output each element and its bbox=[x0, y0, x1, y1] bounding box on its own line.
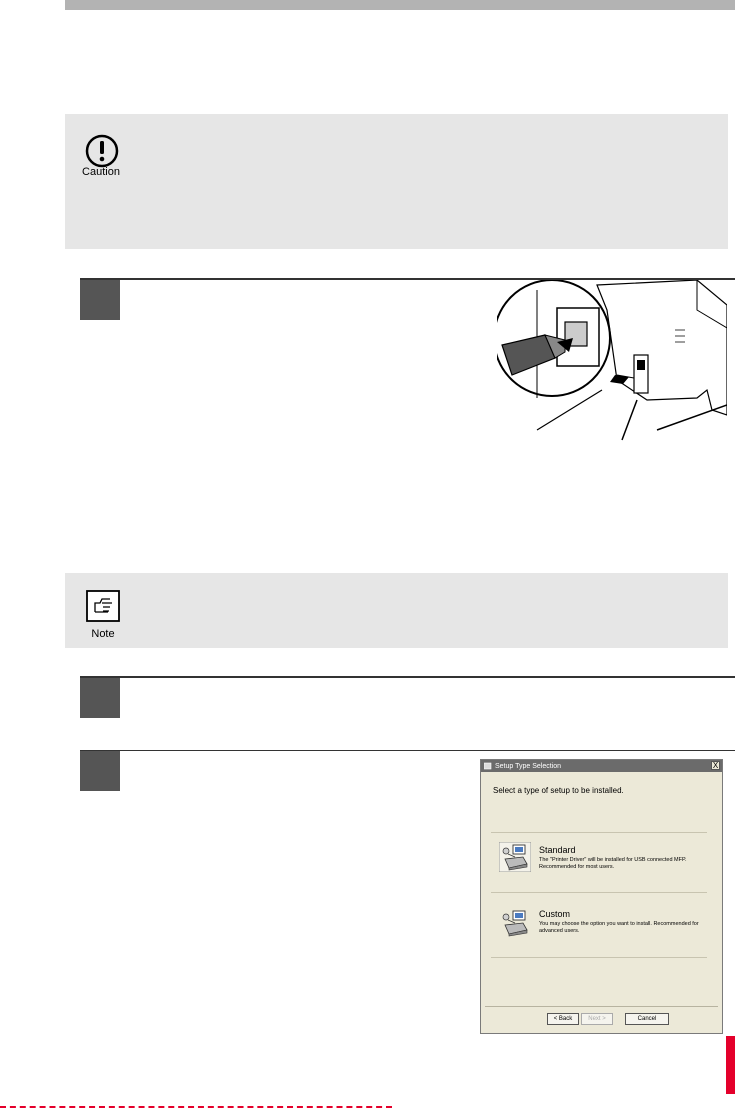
separator bbox=[491, 957, 707, 958]
separator bbox=[491, 892, 707, 893]
footer-dashed-rule bbox=[0, 1106, 392, 1108]
standard-option-description: The "Printer Driver" will be installed for USB connected MFP. Recommended for most users. bbox=[539, 857, 687, 870]
back-button[interactable]: < Back bbox=[547, 1013, 579, 1025]
setup-app-icon bbox=[484, 762, 492, 770]
dialog-title: Setup Type Selection bbox=[495, 762, 562, 770]
caution-box bbox=[65, 114, 728, 249]
dialog-footer-divider bbox=[485, 1006, 718, 1007]
section-tab-marker bbox=[726, 1036, 735, 1094]
note-label: Note bbox=[91, 628, 115, 640]
next-button[interactable]: Next > bbox=[581, 1013, 613, 1025]
cancel-button[interactable]: Cancel bbox=[625, 1013, 669, 1025]
step-3-rule bbox=[80, 750, 735, 751]
custom-option-title[interactable]: Custom bbox=[539, 909, 571, 919]
dialog-titlebar bbox=[481, 760, 722, 772]
dialog-prompt: Select a type of setup to be installed. bbox=[493, 786, 624, 795]
step-2-rule bbox=[80, 676, 735, 678]
header-bar bbox=[65, 0, 735, 10]
caution-label: Caution bbox=[82, 166, 120, 178]
standard-option-title[interactable]: Standard bbox=[539, 845, 576, 855]
note-box bbox=[65, 573, 728, 648]
separator bbox=[491, 832, 707, 833]
close-icon[interactable]: X bbox=[712, 761, 719, 770]
setup-type-dialog bbox=[480, 759, 723, 1034]
custom-setup-icon[interactable] bbox=[499, 908, 531, 938]
custom-option-description: You may choose the option you want to install. Recommended for advanced users. bbox=[539, 921, 699, 934]
note-hand-icon bbox=[86, 590, 120, 630]
step-2-marker bbox=[80, 678, 120, 718]
step-3-marker bbox=[80, 751, 120, 791]
step-1-marker bbox=[80, 280, 120, 320]
usb-cable-illustration bbox=[497, 280, 727, 450]
standard-setup-icon[interactable] bbox=[499, 842, 531, 872]
